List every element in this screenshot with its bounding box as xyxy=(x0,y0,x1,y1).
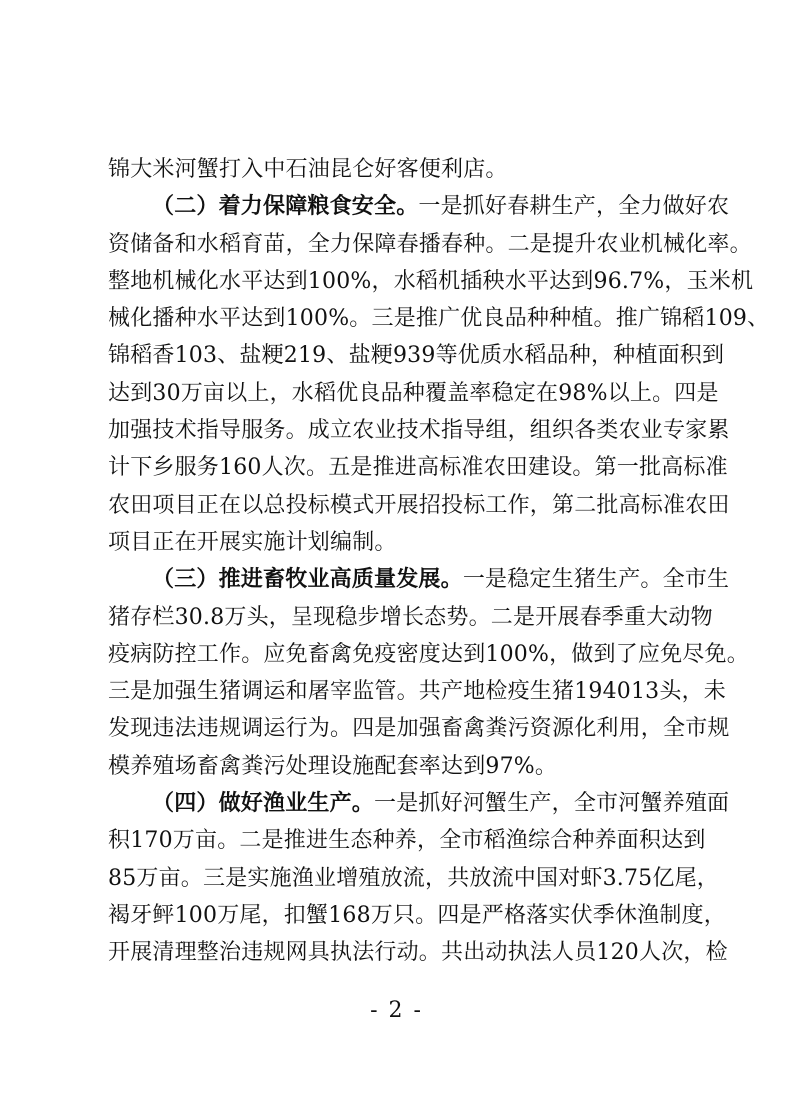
text-line: 加强技术指导服务。成立农业技术指导组，组织各类农业专家累 xyxy=(108,418,730,444)
text-line: 农田项目正在以总投标模式开展招投标工作，第二批高标准农田 xyxy=(108,492,730,518)
text-line: 整地机械化水平达到100%，水稻机插秧水平达到96.7%，玉米机 xyxy=(108,268,754,294)
section-heading-4: （四）做好渔业生产。 xyxy=(152,790,375,817)
text-line: 一是稳定生猪生产。全市生 xyxy=(462,567,730,593)
text-line: 开展清理整治违规网具执法行动。共出动执法人员120人次，检 xyxy=(108,940,728,966)
text-line: 械化播种水平达到100%。三是推广优良品种种植。推广锦稻109、 xyxy=(108,306,770,332)
text-line: 资储备和水稻育苗，全力保障春播春种。二是提升农业机械化率。 xyxy=(108,231,752,257)
section-heading-line xyxy=(108,561,730,598)
text-line: 一是抓好河蟹生产，全市河蟹养殖面 xyxy=(374,791,730,817)
text-line: 疫病防控工作。应免畜禽免疫密度达到100%，做到了应免尽免。 xyxy=(108,641,749,667)
text-line: 模养殖场畜禽粪污处理设施配套率达到97%。 xyxy=(108,753,558,779)
section-heading-line xyxy=(108,188,730,225)
text-line: 锦稻香103、盐粳219、盐粳939等优质水稻品种，种植面积到 xyxy=(108,343,725,369)
text-line: 项目正在开展实施计划编制。 xyxy=(108,529,397,555)
text-line: 猪存栏30.8万头，呈现稳步增长态势。二是开展春季重大动物 xyxy=(108,604,713,630)
text-line: 三是加强生猪调运和屠宰监管。共产地检疫生猪194013头，未 xyxy=(108,679,726,705)
page-number: - 2 - xyxy=(370,998,423,1023)
text-line: 85万亩。三是实施渔业增殖放流，共放流中国对虾3.75亿尾， xyxy=(108,865,719,891)
text-line: 锦大米河蟹打入中石油昆仑好客便利店。 xyxy=(108,157,508,182)
text-line: 计下乡服务160人次。五是推进高标准农田建设。第一批高标准 xyxy=(108,455,728,481)
text-line: 达到30万亩以上，水稻优良品种覆盖率稳定在98%以上。四是 xyxy=(108,380,719,406)
text-line: 褐牙鲆100万尾，扣蟹168万只。四是严格落实伏季休渔制度， xyxy=(108,902,726,928)
section-heading-3: （三）推进畜牧业高质量发展。 xyxy=(152,566,463,593)
text-line: 发现违法违规调运行为。四是加强畜禽粪污资源化利用，全市规 xyxy=(108,716,730,742)
text-line: 一是抓好春耕生产，全力做好农 xyxy=(418,194,730,220)
text-line: 积170万亩。二是推进生态种养，全市稻渔综合种养面积达到 xyxy=(108,828,706,854)
document-body xyxy=(108,151,770,972)
section-heading-2: （二）着力保障粮食安全。 xyxy=(152,193,419,220)
section-heading-line xyxy=(108,785,730,822)
